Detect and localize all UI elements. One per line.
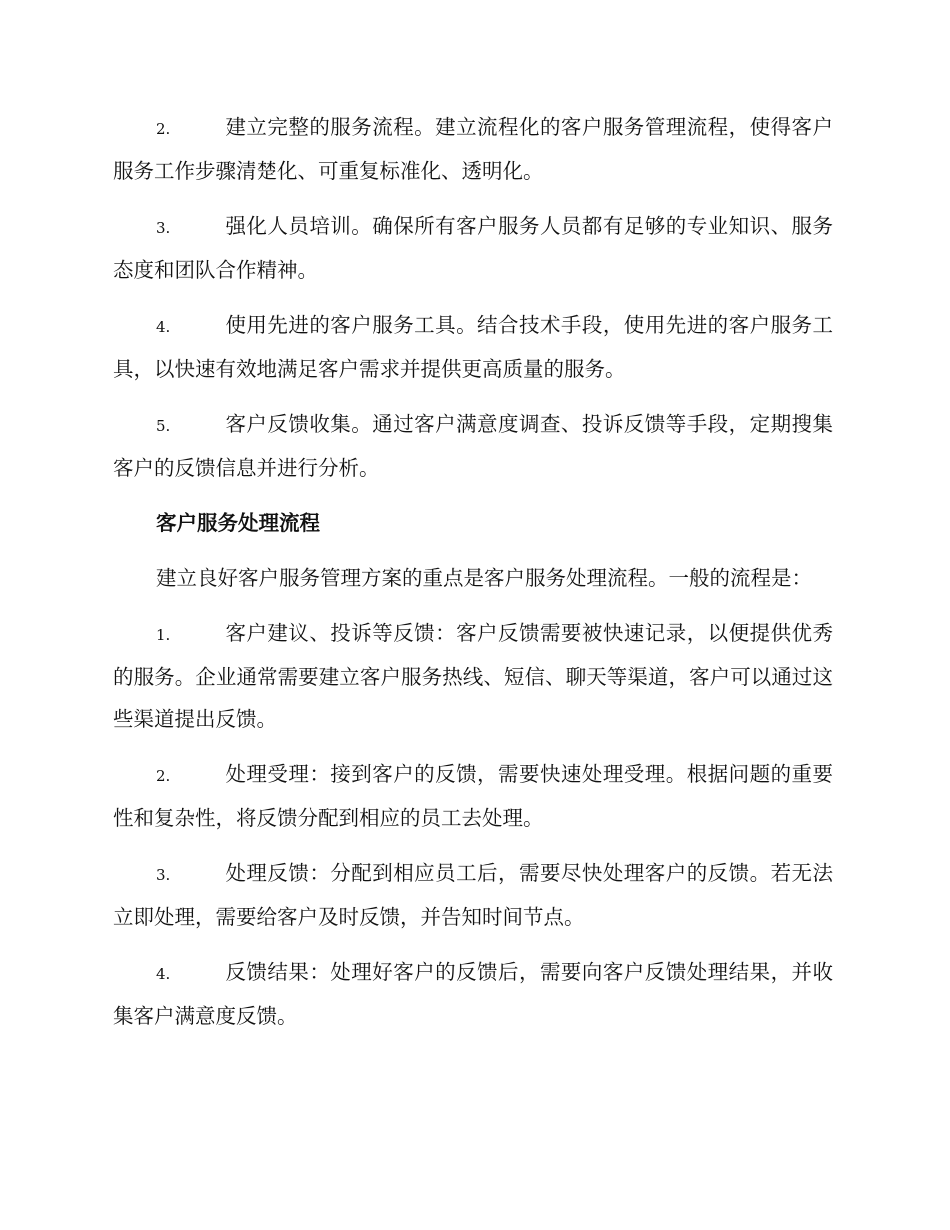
list-item — [113, 403, 833, 489]
list-item — [113, 612, 833, 740]
list-item-number: 2. — [156, 767, 171, 785]
list-item — [113, 753, 833, 839]
list-item — [113, 106, 833, 192]
list-item-text: 强化人员培训。确保所有客户服务人员都有足够的专业知识、服务态度和团队合作精神。 — [113, 214, 833, 282]
list-item — [113, 205, 833, 291]
list-item-text: 建立完整的服务流程。建立流程化的客户服务管理流程，使得客户服务工作步骤清楚化、可重复标准化、透明化。 — [113, 115, 833, 183]
section-heading: 客户服务处理流程 — [156, 511, 320, 535]
list-item-text: 客户反馈收集。通过客户满意度调查、投诉反馈等手段，定期搜集客户的反馈信息并进行分析。 — [113, 412, 833, 480]
list-item-number: 3. — [156, 866, 171, 884]
list-item-number: 2. — [156, 120, 171, 138]
list-item-text: 使用先进的客户服务工具。结合技术手段，使用先进的客户服务工具，以快速有效地满足客户需求并提供更高质量的服务。 — [113, 313, 833, 381]
list-item-number: 4. — [156, 318, 171, 336]
document-body — [113, 106, 833, 1050]
list-item — [113, 852, 833, 938]
list-item-number: 1. — [156, 626, 171, 644]
list-item — [113, 304, 833, 390]
list-item-text: 反馈结果：处理好客户的反馈后，需要向客户反馈处理结果，并收集客户满意度反馈。 — [113, 960, 833, 1028]
list-item — [113, 951, 833, 1037]
list-item-number: 4. — [156, 965, 171, 983]
list-item-number: 5. — [156, 417, 171, 435]
intro-paragraph: 建立良好客户服务管理方案的重点是客户服务处理流程。一般的流程是： — [156, 566, 812, 590]
list-item-text: 客户建议、投诉等反馈：客户反馈需要被快速记录，以便提供优秀的服务。企业通常需要建立客户服务热线、短信、聊天等渠道，客户可以通过这些渠道提出反馈。 — [113, 621, 833, 731]
list-item-text: 处理反馈：分配到相应员工后，需要尽快处理客户的反馈。若无法立即处理，需要给客户及时反馈，并告知时间节点。 — [113, 861, 833, 929]
list-item-text: 处理受理：接到客户的反馈，需要快速处理受理。根据问题的重要性和复杂性，将反馈分配到相应的员工去处理。 — [113, 762, 833, 830]
list-item-number: 3. — [156, 219, 171, 237]
